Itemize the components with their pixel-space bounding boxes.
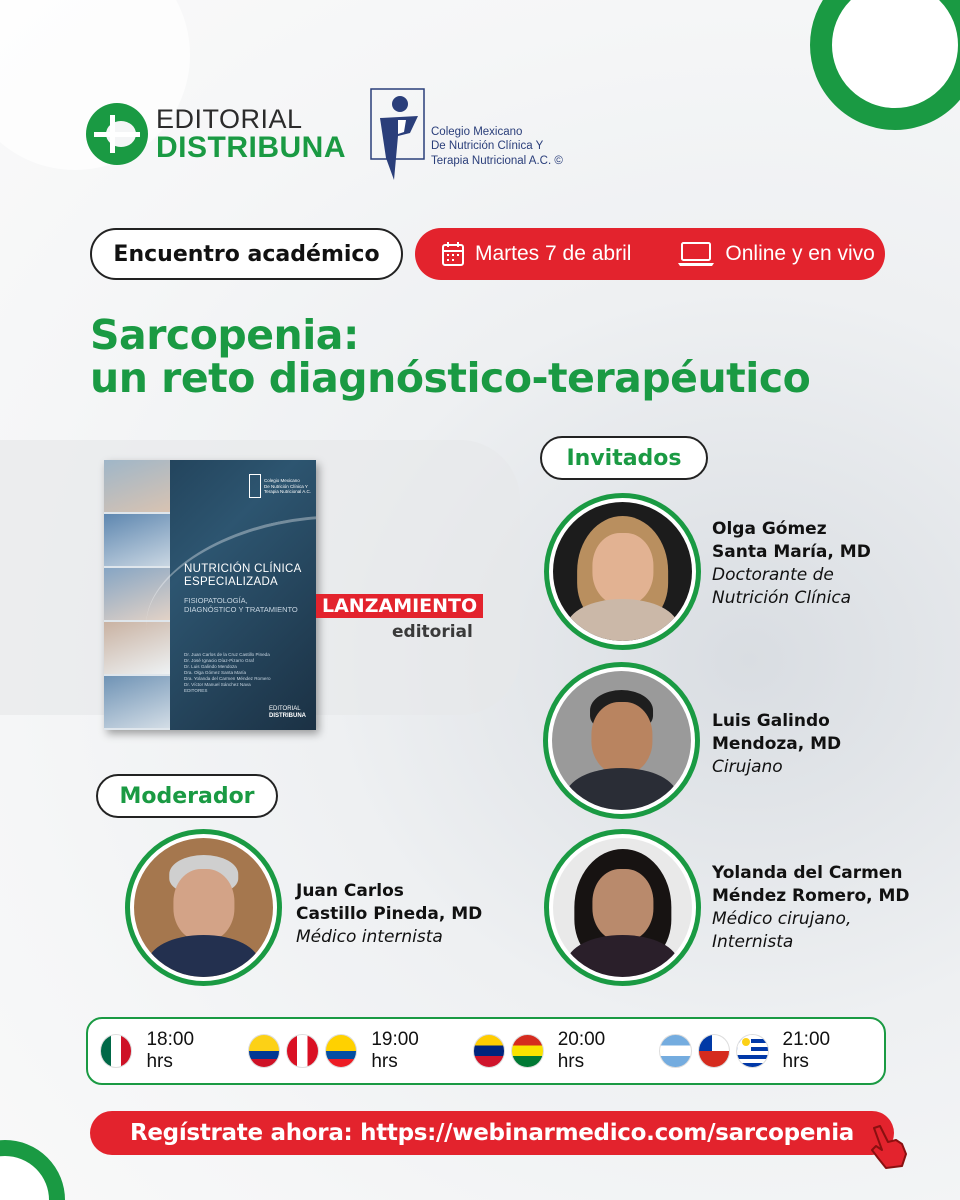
- book-logo-line2: DISTRIBUNA: [269, 713, 306, 719]
- guest-info-yolanda: [712, 862, 910, 954]
- calendar-icon: [441, 241, 465, 267]
- guest-role: Cirujano: [712, 757, 783, 777]
- event-date: Martes 7 de abril: [475, 242, 632, 265]
- book-author: Dr. Juan Carlos de la Cruz Castillo Pineda: [184, 652, 270, 657]
- distribuna-logo-icon: [86, 103, 148, 165]
- guest-role: Doctorante de: [712, 565, 834, 585]
- book-cover: [104, 460, 316, 730]
- book-author: Dra. Olga Gómez Santa María: [184, 670, 247, 675]
- book-author: Dra. Yolanda del Carmen Méndez Romero: [184, 676, 271, 681]
- event-type-pill: Encuentro académico: [90, 228, 403, 280]
- book-college-icon: [249, 474, 261, 498]
- bolivia-flag: [511, 1034, 543, 1068]
- event-title-line1: Sarcopenia:: [90, 311, 359, 359]
- book-college-line2: De Nutrición Clínica Y: [264, 483, 308, 489]
- decorative-ring-bottom-left: [0, 1140, 65, 1200]
- colegio-logo-icon: [370, 88, 425, 183]
- book-title-line2: ESPECIALIZADA: [184, 576, 279, 588]
- event-mode: Online y en vivo: [725, 242, 875, 265]
- moderator-name: Castillo Pineda, MD: [296, 904, 483, 924]
- book-authors: [184, 652, 271, 694]
- book-subtitle-line1: FISIOPATOLOGÍA,: [184, 596, 248, 605]
- guests-label: Invitados: [540, 436, 708, 480]
- college-line2: De Nutrición Clínica Y: [431, 140, 544, 153]
- schedule-time: 20:00 hrs: [557, 1029, 606, 1072]
- guest-role: Médico cirujano,: [712, 909, 852, 929]
- schedule-time: 18:00 hrs: [146, 1029, 195, 1072]
- book-author: Dr. Luis Galindo Mendoza: [184, 664, 237, 669]
- schedule-bar: [86, 1017, 886, 1085]
- guest-info-luis: [712, 710, 841, 779]
- guest-name: Luis Galindo: [712, 711, 830, 731]
- book-subtitle-line2: DIAGNÓSTICO Y TRATAMIENTO: [184, 605, 298, 614]
- decorative-ring-top-right: [810, 0, 960, 130]
- schedule-time: 21:00 hrs: [782, 1029, 831, 1072]
- argentina-flag: [659, 1034, 691, 1068]
- event-title: [90, 311, 811, 402]
- publisher-line1: EDITORIAL: [156, 103, 303, 134]
- guest-name: Santa María, MD: [712, 542, 871, 562]
- moderator-info: [296, 880, 482, 949]
- pointing-hand-icon: [866, 1124, 910, 1170]
- guest-name: Méndez Romero, MD: [712, 886, 910, 906]
- peru-flag: [286, 1034, 318, 1068]
- mexico-flag: [100, 1034, 132, 1068]
- moderator-role: Médico internista: [296, 927, 443, 947]
- book-college-line1: Colegio Mexicano: [264, 478, 300, 483]
- uruguay-flag: [736, 1034, 768, 1068]
- moderator-label: Moderador: [96, 774, 278, 818]
- event-title-line2: un reto diagnóstico-terapéutico: [90, 354, 811, 402]
- moderator-photo: [125, 829, 282, 986]
- book-author: Dr. José Ignacio Díaz-Pizarro Graf: [184, 658, 254, 663]
- launch-label: LANZAMIENTO: [316, 594, 483, 618]
- guest-name: Mendoza, MD: [712, 734, 842, 754]
- book-college-line3: Terapia Nutricional A.C.: [264, 489, 312, 494]
- guest-role: Internista: [712, 932, 794, 952]
- register-link[interactable]: Regístrate ahora: https://webinarmedico.com/sarcopenia: [90, 1111, 894, 1155]
- event-date-mode-pill: [415, 228, 885, 280]
- college-line3: Terapia Nutricional A.C. ©: [431, 154, 563, 167]
- launch-sub-label: editorial: [392, 622, 473, 642]
- guest-photo-yolanda: [544, 829, 701, 986]
- schedule-time: 19:00 hrs: [371, 1029, 419, 1072]
- guest-name: Olga Gómez: [712, 519, 827, 539]
- colegio-logo: [370, 88, 563, 183]
- book-editors-label: EDITORES: [184, 688, 208, 693]
- laptop-icon: [677, 241, 715, 267]
- guest-photo-olga: [544, 493, 701, 650]
- book-logo-line1: EDITORIAL: [269, 706, 301, 712]
- guest-role: Nutrición Clínica: [712, 588, 852, 608]
- colombia-flag: [248, 1034, 280, 1068]
- ecuador-flag: [325, 1034, 357, 1068]
- guest-photo-luis: [543, 662, 700, 819]
- guest-name: Yolanda del Carmen: [712, 863, 903, 883]
- book-title-line1: NUTRICIÓN CLÍNICA: [184, 563, 302, 575]
- book-author: Dr. Víctor Manuel Sánchez Nava: [184, 682, 251, 687]
- chile-flag: [698, 1034, 730, 1068]
- editorial-distribuna-logo: [86, 103, 346, 165]
- moderator-name: Juan Carlos: [296, 881, 404, 901]
- guest-info-olga: [712, 518, 871, 610]
- publisher-line2: DISTRIBUNA: [156, 130, 346, 164]
- venezuela-flag: [473, 1034, 505, 1068]
- college-line1: Colegio Mexicano: [431, 125, 523, 138]
